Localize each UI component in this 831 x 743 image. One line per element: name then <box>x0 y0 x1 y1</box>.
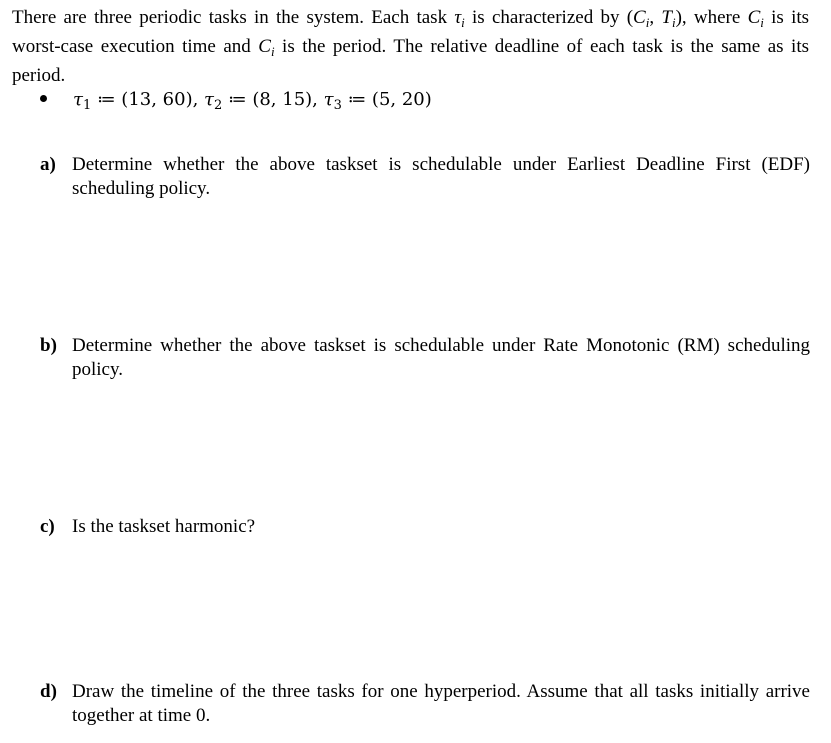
question-line: Is the taskset harmonic? <box>72 516 256 537</box>
question-line: Determine whether the above taskset is schedulable under Earliest Deadline First (EDF) <box>72 154 810 175</box>
question-d <box>40 680 810 728</box>
question-text <box>72 334 810 382</box>
intro-text: There are three periodic tasks in the system. Each task <box>12 7 455 28</box>
intro-text: worst-case execution time and <box>12 36 259 57</box>
question-b <box>40 334 810 382</box>
question-label: a) <box>40 154 56 175</box>
tau-i-symbol: $\tau_i$ <box>454 7 465 30</box>
question-label: d) <box>40 681 57 702</box>
intro-line-1: There are three periodic tasks in the system. Each task $\tau_i$ is characterized by ($C_i$, $T_i$), where $C_i$ is its <box>12 7 810 30</box>
intro-text: is its <box>763 7 810 28</box>
intro-text: ), where <box>675 7 748 28</box>
c-i-symbol: $C_i$ <box>258 36 275 59</box>
problem-intro <box>12 6 809 88</box>
t-i-symbol: $T_i$ <box>661 7 676 30</box>
question-a <box>40 153 810 201</box>
task-3-definition: $\tau_3$ ≔ (5, 20) <box>323 89 432 113</box>
question-text <box>72 515 810 539</box>
question-line: together at time 0. <box>72 705 211 726</box>
intro-text: is characterized by ( <box>464 7 634 28</box>
task-2-definition: $\tau_2$ ≔ (8, 15), <box>204 89 324 113</box>
question-line: scheduling policy. <box>72 178 211 199</box>
question-text <box>72 680 810 728</box>
bullet-icon <box>40 95 47 102</box>
question-line: policy. <box>72 359 124 380</box>
c-i-symbol: $C_i$ <box>633 7 650 30</box>
intro-line-3: period. <box>12 65 66 86</box>
question-text <box>72 153 810 201</box>
intro-line-2 <box>12 35 809 64</box>
task-definitions <box>40 88 432 118</box>
question-label: c) <box>40 516 55 537</box>
c-i-symbol: $C_i$ <box>747 7 764 30</box>
question-c <box>40 515 810 539</box>
question-label: b) <box>40 335 57 356</box>
question-line: Draw the timeline of the three tasks for one hyperperiod. Assume that all tasks initially arrive <box>72 681 810 702</box>
question-line: Determine whether the above taskset is schedulable under Rate Monotonic (RM) scheduling <box>72 335 810 356</box>
task-1-definition: $\tau_1$ ≔ (13, 60), <box>73 89 205 113</box>
intro-text: is the period. The relative deadline of each task is the same as its <box>274 36 809 57</box>
